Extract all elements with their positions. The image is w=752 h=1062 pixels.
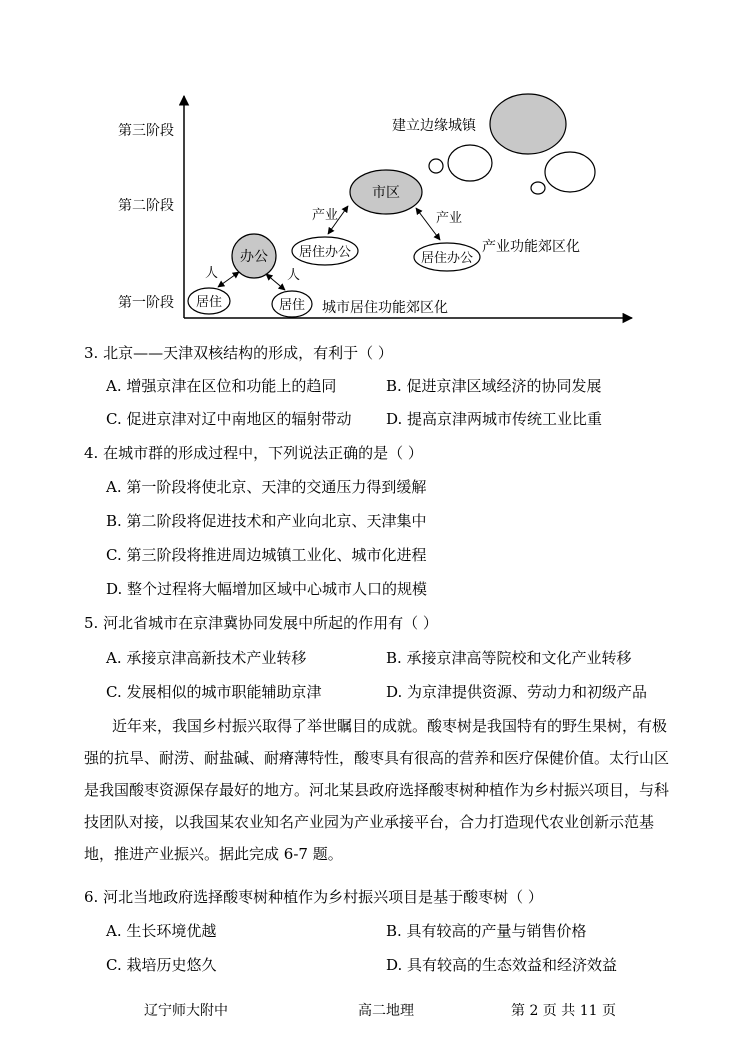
stage-2-label: 第二阶段 [118, 198, 174, 214]
stage-1-caption: 城市居住功能郊区化 [322, 300, 448, 316]
question-5-option-b: B. 承接京津高等院校和文化产业转移 [386, 649, 632, 667]
reading-passage [84, 710, 674, 870]
question-3-option-a: A. 增强京津在区位和功能上的趋同 [106, 377, 337, 395]
home-node-left-label: 居住 [195, 295, 223, 310]
satellite-node-2 [448, 145, 492, 181]
stage-3-caption: 建立边缘城镇 [392, 118, 476, 134]
people-label-right: 人 [287, 268, 301, 283]
people-arrow-right [266, 274, 285, 290]
footer-subject: 高二地理 [358, 1003, 414, 1019]
edge-town-node [490, 94, 566, 154]
people-label-left: 人 [205, 266, 219, 281]
satellite-node-1 [429, 159, 443, 173]
question-3-stem: 3. 北京——天津双核结构的形成，有利于（ ） [84, 344, 393, 362]
satellite-node-4 [531, 182, 545, 194]
question-3-option-b: B. 促进京津区域经济的协同发展 [386, 377, 602, 395]
question-5-option-a: A. 承接京津高新技术产业转移 [106, 649, 307, 667]
question-6-option-d: D. 具有较高的生态效益和经济效益 [386, 956, 618, 974]
industry-label-right: 产业 [436, 211, 463, 226]
footer-page-number: 第 2 页 共 11 页 [511, 1003, 616, 1019]
question-5-option-c: C. 发展相似的城市职能辅助京津 [106, 683, 322, 701]
live-work-node-right-label: 居住办公 [420, 251, 474, 266]
footer-school: 辽宁师大附中 [144, 1003, 228, 1019]
stage-3-label: 第三阶段 [118, 123, 174, 139]
question-6-option-c: C. 栽培历史悠久 [106, 956, 217, 974]
question-4-option-b: B. 第二阶段将促进技术和产业向北京、天津集中 [106, 512, 427, 530]
question-5-stem: 5. 河北省城市在京津冀协同发展中所起的作用有（ ） [84, 614, 438, 632]
stage-2-caption: 产业功能郊区化 [482, 239, 580, 255]
question-6-stem: 6. 河北当地政府选择酸枣树种植作为乡村振兴项目是基于酸枣树（ ） [84, 888, 543, 906]
question-4-option-a: A. 第一阶段将使北京、天津的交通压力得到缓解 [106, 478, 427, 496]
industry-label-left: 产业 [312, 208, 339, 223]
office-node-label: 办公 [240, 249, 268, 265]
downtown-node-label: 市区 [372, 185, 400, 201]
question-5-option-d: D. 为京津提供资源、劳动力和初级产品 [386, 683, 648, 701]
question-6-option-a: A. 生长环境优越 [106, 922, 217, 940]
question-6-option-b: B. 具有较高的产量与销售价格 [386, 922, 587, 940]
satellite-node-3 [545, 152, 595, 192]
question-3-option-d: D. 提高京津两城市传统工业比重 [386, 410, 603, 428]
question-3-option-c: C. 促进京津对辽中南地区的辐射带动 [106, 410, 352, 428]
question-4-option-c: C. 第三阶段将推进周边城镇工业化、城市化进程 [106, 546, 427, 564]
people-arrow-left [218, 272, 239, 287]
question-4-option-d: D. 整个过程将大幅增加区域中心城市人口的规模 [106, 580, 428, 598]
live-work-node-left-label: 居住办公 [298, 245, 352, 260]
question-4-stem: 4. 在城市群的形成过程中，下列说法正确的是（ ） [84, 444, 423, 462]
stage-1-label: 第一阶段 [118, 295, 174, 311]
home-node-right-label: 居住 [278, 298, 306, 313]
city-cluster-diagram [0, 0, 752, 330]
reading-passage-text: 近年来，我国乡村振兴取得了举世瞩目的成就。酸枣树是我国特有的野生果树，有极强的抗旱、耐涝、耐盐碱、耐瘠薄特性，酸枣具有很高的营养和医疗保健价值。太行山区是我国酸枣资源保存最好的地方。河北某县政府选择酸枣树种植作为乡村振兴项目，与科技团队对接，以我国某农业知名产业园为产业承接平台，合力打造现代农业创新示范基地，推进产业振兴。据此完成 6-7 题。 [84, 717, 670, 863]
